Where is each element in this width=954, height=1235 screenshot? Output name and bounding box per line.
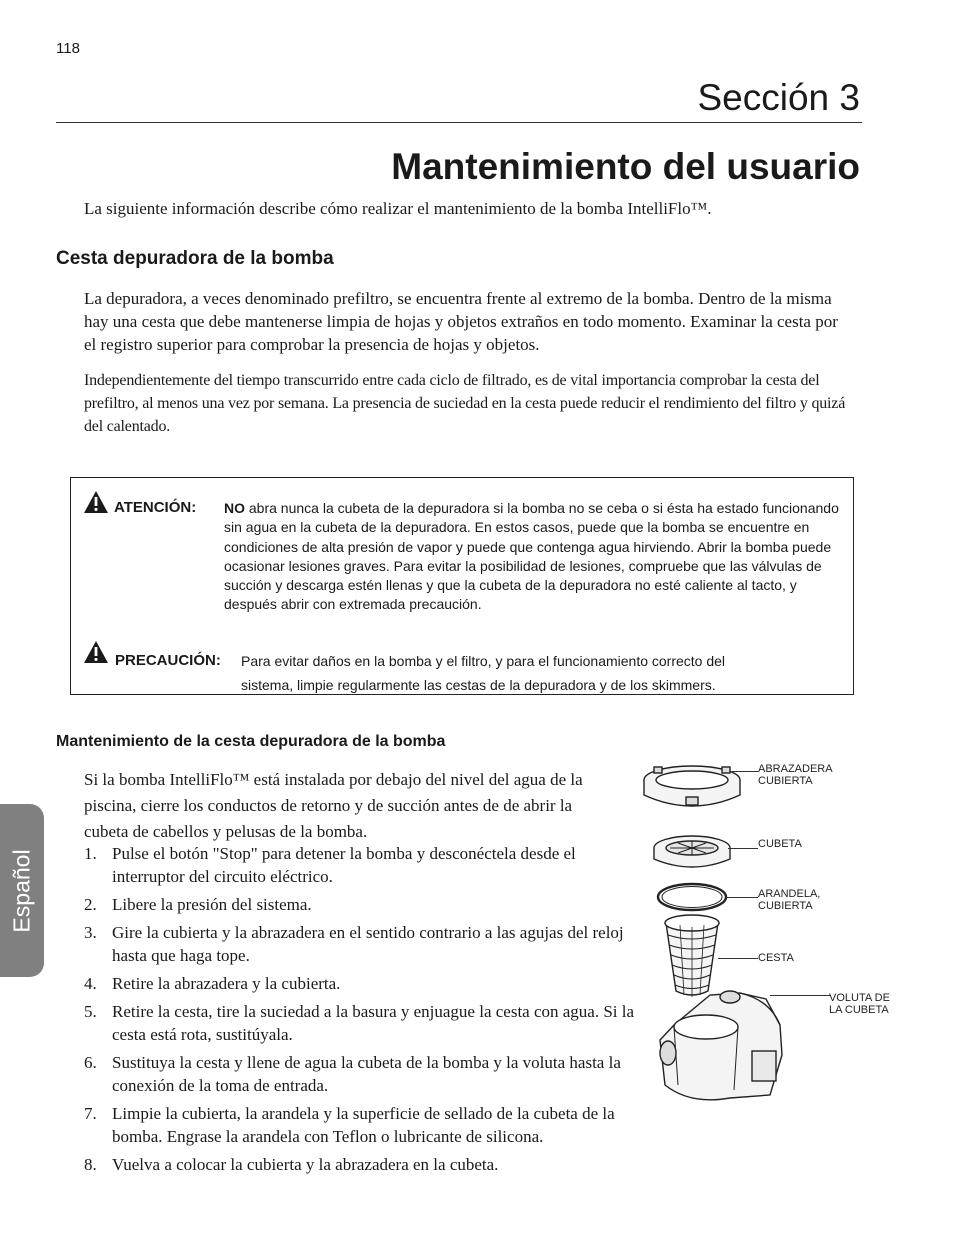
atencion-text xyxy=(224,499,849,615)
precaucion-label: PRECAUCIÓN: xyxy=(115,652,221,669)
caution-triangle-icon xyxy=(83,640,109,664)
list-item: 3. Gire la cubierta y la abrazadera en el sentido contrario a las agujas del reloj hasta que haga tope. xyxy=(84,923,624,965)
warning-triangle-icon xyxy=(83,490,109,514)
oring-part xyxy=(658,884,726,910)
cesta-paragraph-2: Independientemente del tiempo transcurrido entre cada ciclo de filtrado, es de vital importancia comprobar la cesta del prefiltro, al menos una vez por semana. La presencia de suciedad en la cesta puede reducir el rendimiento del filtro y quizá del calentado. xyxy=(84,372,846,435)
precaucion-text-2: sistema, limpie regularmente las cestas de la depuradora y de los skimmers. xyxy=(241,677,716,693)
list-item: 1. Pulse el botón "Stop" para detener la bomba y desconéctela desde el interruptor del circuito eléctrico. xyxy=(84,844,576,886)
pump-exploded-diagram xyxy=(630,755,920,1115)
mantenimiento-heading: Mantenimiento de la cesta depuradora de la bomba xyxy=(56,733,446,750)
precaucion-text: Para evitar daños en la bomba y el filtro, y para el funcionamiento correcto del xyxy=(241,653,726,669)
side-tab-label: Español xyxy=(8,848,35,933)
list-item: 4. Retire la abrazadera y la cubierta. xyxy=(84,974,341,993)
callout-lid: CUBETA xyxy=(758,838,802,850)
section-label: Sección 3 xyxy=(697,77,860,118)
pump-parts-illustration xyxy=(630,755,920,1115)
warning-box xyxy=(70,477,854,695)
page-number: 118 xyxy=(56,40,80,57)
callout-oring: ARANDELA, CUBIERTA xyxy=(758,888,821,912)
basket-part xyxy=(665,915,719,997)
list-item: 2. Libere la presión del sistema. xyxy=(84,895,312,914)
list-item: 5. Retire la cesta, tire la suciedad a la basura y enjuague la cesta con agua. Si la cesta está rota, sustitúyala. xyxy=(84,1002,635,1044)
clamp-part xyxy=(644,766,740,806)
callout-basket: CESTA xyxy=(758,952,794,964)
callout-volute: VOLUTA DE LA CUBETA xyxy=(829,992,890,1016)
title-rule xyxy=(56,122,862,123)
intro-paragraph: La siguiente información describe cómo realizar el mantenimiento de la bomba IntelliFlo™. xyxy=(84,199,712,218)
lid-part xyxy=(654,836,730,867)
atencion-body: abra nunca la cubeta de la depuradora si la bomba no se ceba o si ésta ha estado funcionando sin agua en la cubeta de la depuradora. En estos casos, puede que la bomba se encuentre en condiciones de alta presión de vapor y puede que contenga agua hirviendo. Abrir la bomba puede ocasionar lesiones graves. Para evitar la posibilidad de lesiones, compruebe que las válvulas de succión y descarga estén llenas y que la cubeta de la depuradora no esté caliente al tacto, y después abrir con extremada precaución. xyxy=(224,500,839,613)
language-side-tab xyxy=(0,804,44,977)
cesta-heading: Cesta depuradora de la bomba xyxy=(56,248,334,269)
cesta-paragraph-1: La depuradora, a veces denominado prefiltro, se encuentra frente al extremo de la bomba. Dentro de la misma hay una cesta que debe mantenerse limpia de hojas y objetos extraños en todo momento. Examinar la cesta por el registro superior para comprobar la presencia de hojas y objetos. xyxy=(84,289,838,354)
steps-list xyxy=(84,842,644,1181)
list-item: 6. Sustituya la cesta y llene de agua la cubeta de la bomba y la voluta hasta la conexión de la toma de entrada. xyxy=(84,1053,621,1095)
mantenimiento-paragraph: Si la bomba IntelliFlo™ está instalada por debajo del nivel del agua de la piscina, cierre los conductos de retorno y de succión antes de de abrir la cubeta de cabellos y pelusas de la bomba. xyxy=(84,770,583,841)
volute-part xyxy=(660,991,782,1100)
list-item: 7. Limpie la cubierta, la arandela y la superficie de sellado de la cubeta de la bomba. Engrase la arandela con Teflon o lubricante de silicona. xyxy=(84,1104,615,1146)
page-title: Mantenimiento del usuario xyxy=(391,145,860,187)
list-item: 8. Vuelva a colocar la cubierta y la abrazadera en la cubeta. xyxy=(84,1155,499,1174)
callout-clamp: ABRAZADERA CUBIERTA xyxy=(758,763,833,787)
atencion-no: NO xyxy=(224,500,245,516)
atencion-label: ATENCIÓN: xyxy=(114,499,197,516)
